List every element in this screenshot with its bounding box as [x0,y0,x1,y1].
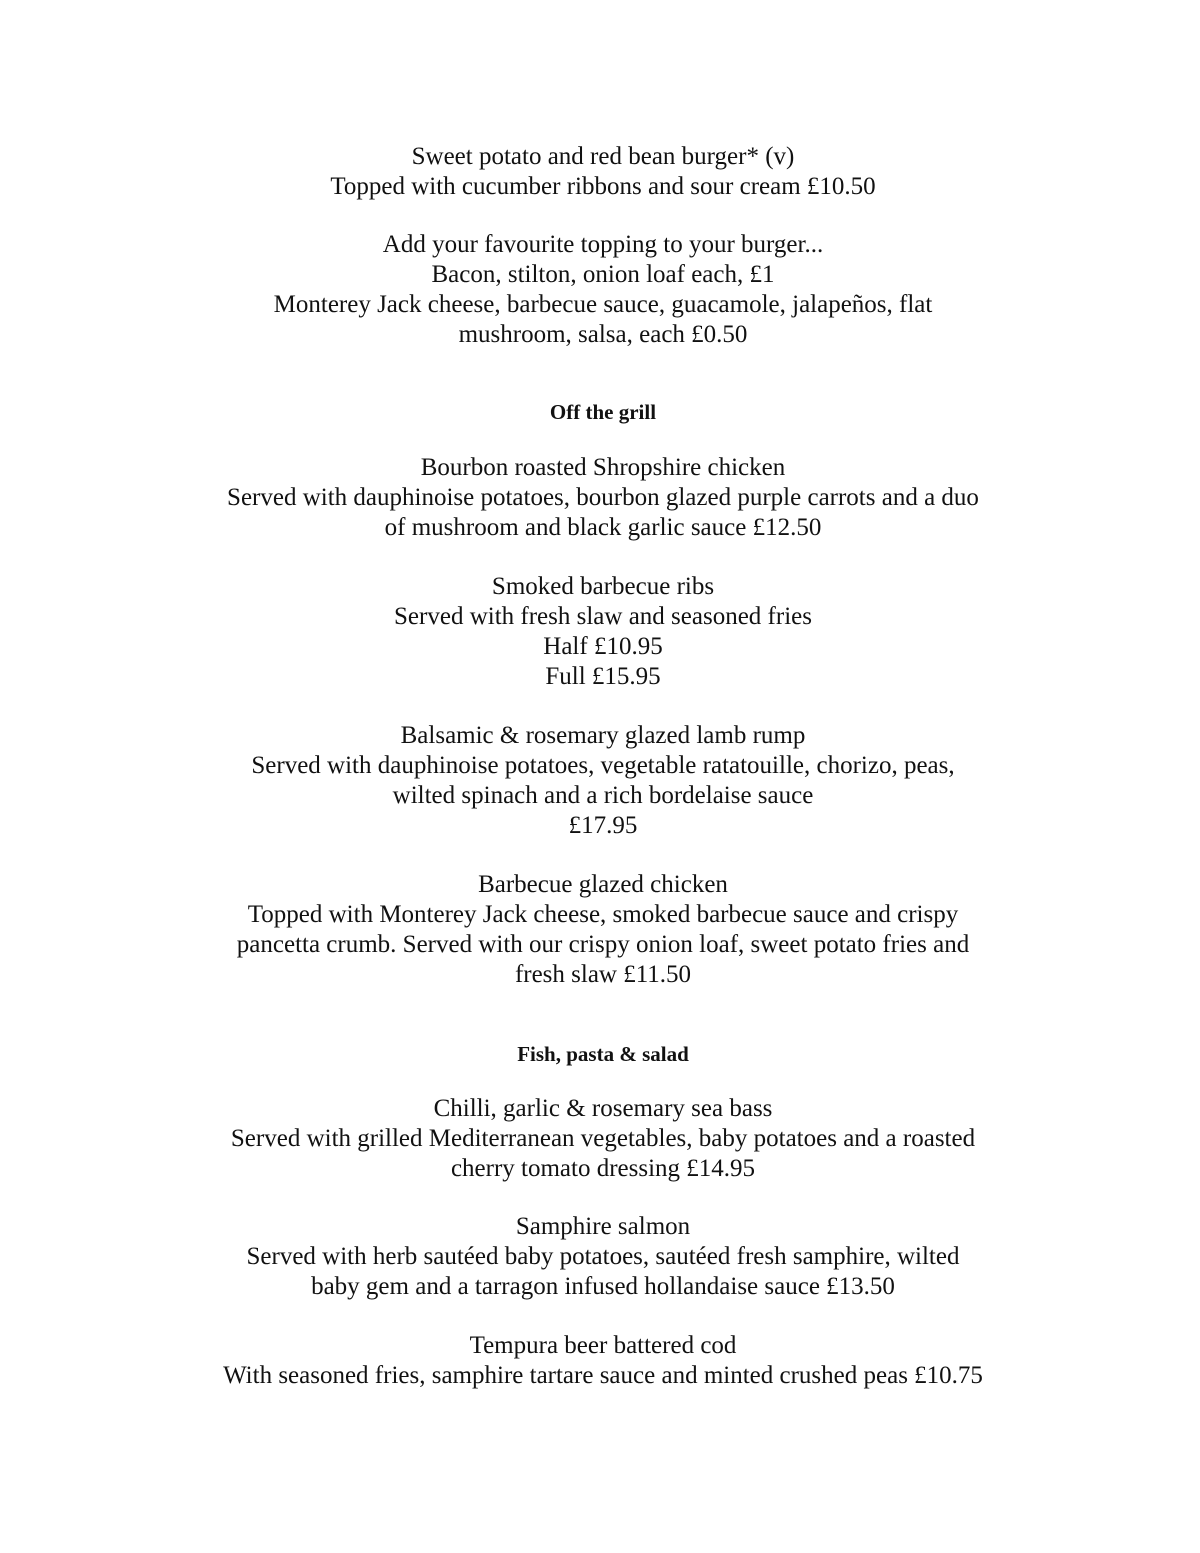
dish-description-line: of mushroom and black garlic sauce £12.50 [384,514,822,541]
dish-description-line: Topped with Monterey Jack cheese, smoked barbecue sauce and crispy [247,901,959,928]
dish-description-line: wilted spinach and a rich bordelaise sauce [392,782,814,809]
dish-name: Barbecue glazed chicken [478,871,728,898]
dish-name-sweet-potato-burger: Sweet potato and red bean burger* (v) [411,143,795,170]
toppings-line-1: Bacon, stilton, onion loaf each, £1 [431,261,775,288]
dish-name: Samphire salmon [515,1213,691,1240]
dish-description-line: Served with fresh slaw and seasoned fries [394,603,812,630]
dish-description-line: baby gem and a tarragon infused hollandaise sauce £13.50 [311,1273,895,1300]
toppings-line-2: Monterey Jack cheese, barbecue sauce, guacamole, jalapeños, flat [273,291,933,318]
dish-description-line: Served with dauphinoise potatoes, vegetable ratatouille, chorizo, peas, [251,752,955,779]
dish-name: Chilli, garlic & rosemary sea bass [433,1095,773,1122]
dish-description-sweet-potato-burger: Topped with cucumber ribbons and sour cream £10.50 [330,173,876,200]
dish-price-line: Half £10.95 [543,633,663,660]
section-heading-off-the-grill: Off the grill [549,400,657,424]
section-heading-fish-pasta-salad: Fish, pasta & salad [517,1042,689,1066]
toppings-intro: Add your favourite topping to your burger... [382,231,824,258]
dish-description-line: pancetta crumb. Served with our crispy onion loaf, sweet potato fries and [236,931,970,958]
dish-description-line: Served with dauphinoise potatoes, bourbon glazed purple carrots and a duo [227,484,979,511]
dish-name: Bourbon roasted Shropshire chicken [420,454,786,481]
dish-name: Tempura beer battered cod [469,1332,737,1359]
dish-price-line: £17.95 [568,812,638,839]
dish-name: Balsamic & rosemary glazed lamb rump [400,722,806,749]
dish-description-line: With seasoned fries, samphire tartare sauce and minted crushed peas £10.75 [223,1362,983,1389]
dish-description-line: fresh slaw £11.50 [514,961,692,988]
toppings-line-3: mushroom, salsa, each £0.50 [458,321,748,348]
dish-description-line: Served with herb sautéed baby potatoes, sautéed fresh samphire, wilted [246,1243,960,1270]
dish-description-line: Served with grilled Mediterranean vegetables, baby potatoes and a roasted [230,1125,976,1152]
dish-description-line: cherry tomato dressing £14.95 [450,1155,756,1182]
dish-name: Smoked barbecue ribs [491,573,715,600]
dish-price-line: Full £15.95 [545,663,661,690]
